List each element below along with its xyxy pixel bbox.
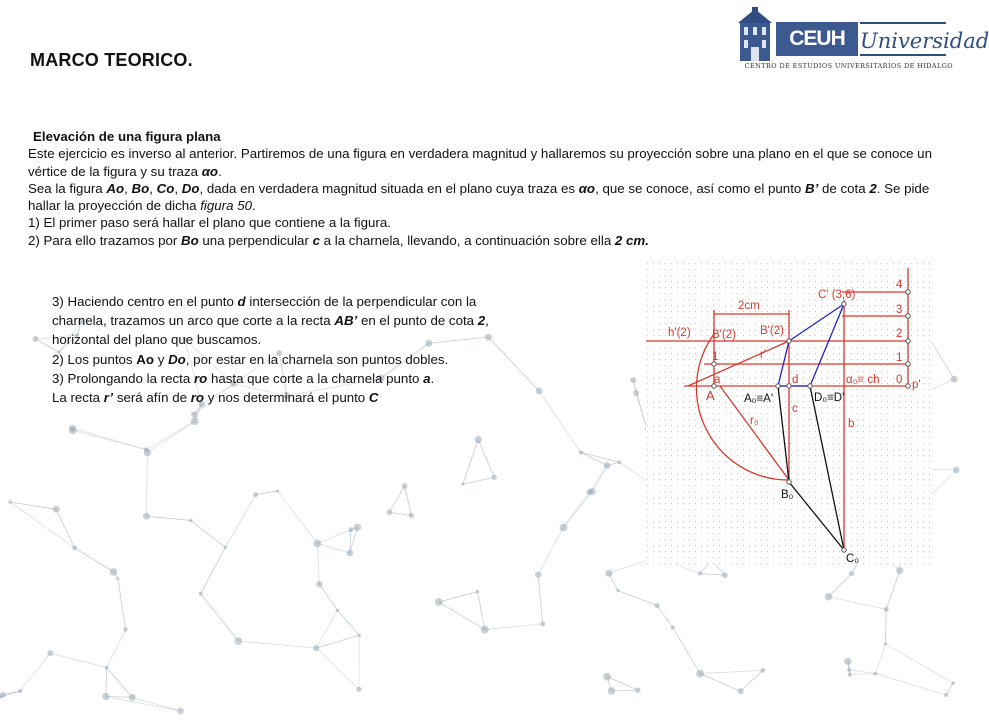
network-node <box>435 598 443 606</box>
network-node <box>559 524 567 532</box>
building-emblem-icon <box>738 7 772 61</box>
point-C-prime <box>842 302 846 306</box>
point-B0 <box>787 480 791 484</box>
network-node <box>604 462 611 469</box>
logo-subtitle: CENTRO DE ESTUDIOS UNIVERSITARIOS DE HIDALGO <box>744 62 953 70</box>
network-node <box>53 506 60 513</box>
label-d: d <box>792 374 799 386</box>
network-node <box>884 642 887 645</box>
network-edge <box>256 491 278 495</box>
network-node <box>654 603 659 608</box>
label-B0: B₀ <box>781 489 794 501</box>
network-edge <box>657 606 673 628</box>
network-node <box>129 694 136 701</box>
network-node <box>8 500 12 504</box>
network-node <box>696 670 704 678</box>
network-node <box>47 650 53 656</box>
label-C0: C₀ <box>846 553 860 565</box>
network-edge <box>876 644 886 674</box>
network-edge <box>581 452 607 465</box>
label-p-prime: p' <box>912 379 921 391</box>
network-node <box>722 572 728 578</box>
network-edge <box>673 627 700 673</box>
point-2 <box>906 339 910 343</box>
network-node <box>481 626 489 634</box>
network-node <box>847 668 851 672</box>
network-edge <box>463 439 478 484</box>
network-node <box>105 666 108 669</box>
network-edge <box>876 674 947 695</box>
network-node <box>608 687 615 694</box>
label-r0: r₀ <box>750 415 759 427</box>
network-node <box>409 513 414 518</box>
network-node <box>737 688 743 694</box>
network-edge <box>118 579 126 630</box>
network-node <box>951 681 955 685</box>
network-edge <box>319 584 337 610</box>
network-node <box>110 568 117 575</box>
network-node <box>316 581 322 587</box>
network-edge <box>201 547 226 593</box>
network-node <box>633 390 639 396</box>
network-node <box>102 693 109 700</box>
network-edge <box>389 486 404 512</box>
network-edge <box>886 644 954 683</box>
network-edge <box>946 683 953 695</box>
network-node <box>536 388 543 395</box>
network-edge <box>317 544 350 553</box>
label-3: 3 <box>896 304 903 316</box>
network-node <box>951 376 958 383</box>
network-node <box>123 627 128 632</box>
network-edge <box>538 528 563 575</box>
network-node <box>0 692 6 698</box>
steps-text <box>52 292 522 407</box>
network-edge <box>389 512 411 515</box>
network-node <box>72 546 77 551</box>
label-B2-right: B'(2) <box>760 325 784 337</box>
network-edge <box>405 486 412 516</box>
network-edge <box>10 502 56 509</box>
network-node <box>618 460 622 464</box>
network-edge <box>539 391 581 452</box>
network-node <box>69 425 76 432</box>
network-node <box>849 571 854 576</box>
network-edge <box>439 602 485 630</box>
logo-acronym: CEUH <box>776 22 858 56</box>
point-d <box>787 384 791 388</box>
network-edge <box>20 653 50 691</box>
network-edge <box>463 477 494 484</box>
network-edge <box>563 491 592 527</box>
network-edge <box>10 502 75 548</box>
step-3-arc: 3) Haciendo centro en el punto d intersección de la perpendicular con la charnela, trazamos un arco que corte a la recta AB’ en el punto de cota 2, horizontal del plano que buscamos. <box>52 294 489 348</box>
network-node <box>143 513 150 520</box>
network-node <box>224 546 228 550</box>
point-0 <box>906 384 910 388</box>
network-node <box>116 577 119 580</box>
intro-paragraph-2: Sea la figura Ao, Bo, Co, Do, dada en verdadera magnitud situada en el plano cuya traza es αo, que se conoce, así como el punto B’ de cota 2. Se pide hallar la proyección de dicha figura 50. <box>28 180 930 214</box>
network-node <box>953 467 960 474</box>
university-logo <box>738 5 989 77</box>
network-node <box>535 571 541 577</box>
network-edge <box>850 674 876 675</box>
network-edge <box>538 575 542 624</box>
point-C0 <box>842 548 846 552</box>
network-node <box>825 593 832 600</box>
point-A0 <box>776 384 780 388</box>
network-edge <box>278 491 318 543</box>
network-edge <box>828 573 851 596</box>
label-D0D: D₀≡D' <box>814 392 845 404</box>
network-edge <box>886 609 887 644</box>
network-node <box>603 673 611 681</box>
network-edge <box>828 597 886 610</box>
network-node <box>873 672 877 676</box>
network-node <box>944 693 948 697</box>
intro-text <box>28 128 953 249</box>
network-edge <box>107 629 126 667</box>
network-node <box>253 492 258 497</box>
step-affine-line: La recta r’ será afín de ro y nos determinará el punto C <box>52 390 379 406</box>
point-B2 <box>787 339 791 343</box>
point-3 <box>906 314 910 318</box>
network-node <box>402 483 408 489</box>
network-node <box>313 645 319 651</box>
network-edge <box>106 697 181 711</box>
network-node <box>589 488 596 495</box>
network-node <box>540 621 545 626</box>
network-edge <box>146 421 194 449</box>
label-c: c <box>792 403 798 415</box>
network-node <box>191 417 199 425</box>
intro-paragraph-1: Este ejercicio es inverso al anterior. Partiremos de una figura en verdadera magnitud y hallaremos su proyección sobre una plano en el que se conoce un vértice de la figura y su traza αo. <box>28 146 932 179</box>
network-node <box>191 411 197 417</box>
network-node <box>234 637 242 645</box>
network-edge <box>147 421 194 452</box>
page-title: MARCO TEORICO. <box>30 50 193 70</box>
point-4 <box>906 290 910 294</box>
network-edge <box>700 573 725 575</box>
network-node <box>698 571 702 575</box>
network-node <box>33 336 39 342</box>
network-node <box>354 523 362 531</box>
network-node <box>189 518 193 522</box>
network-node <box>884 607 889 612</box>
network-node <box>461 483 464 486</box>
network-node <box>630 377 636 383</box>
label-1-left: 1 <box>712 351 719 363</box>
network-node <box>276 489 279 492</box>
section-subheading: Elevación de una figura plana <box>33 129 221 144</box>
network-edge <box>238 641 316 648</box>
network-edge <box>849 670 875 674</box>
network-node <box>356 687 361 692</box>
network-edge <box>741 670 763 691</box>
network-edge <box>50 653 106 667</box>
network-edge <box>56 509 74 548</box>
label-2cm: 2cm <box>738 300 760 312</box>
point-1 <box>906 362 910 366</box>
network-edge <box>201 594 239 641</box>
network-node <box>761 668 766 673</box>
network-edge <box>485 624 543 630</box>
network-edge <box>478 439 494 477</box>
network-edge <box>337 610 359 635</box>
label-1-right: 1 <box>896 352 903 364</box>
logo-word: Universidad <box>860 22 946 56</box>
network-edge <box>618 591 657 606</box>
geometry-figure <box>646 262 932 564</box>
label-a: a <box>714 374 721 386</box>
network-edge <box>317 530 350 544</box>
network-node <box>616 589 619 592</box>
network-edge <box>700 674 740 692</box>
label-0: 0 <box>896 374 903 386</box>
network-node <box>635 687 640 692</box>
network-node <box>313 540 321 548</box>
network-node <box>336 609 339 612</box>
network-edge <box>191 520 226 547</box>
network-node <box>671 625 675 629</box>
network-edge <box>439 592 478 602</box>
label-4: 4 <box>896 279 903 291</box>
network-edge <box>478 592 485 630</box>
network-edge <box>700 670 763 673</box>
point-D0 <box>808 384 812 388</box>
network-node <box>476 590 480 594</box>
network-node <box>18 689 22 693</box>
label-alpha-ch: α₀≡ ch <box>846 374 880 386</box>
network-node <box>348 527 353 532</box>
label-B2-left: B'(2) <box>712 329 736 341</box>
step-3-extend-line: 3) Prolongando la recta ro hasta que corte a la charnela punto a. <box>52 370 435 386</box>
network-node <box>844 658 851 665</box>
label-h2: h'(2) <box>668 327 691 339</box>
label-2: 2 <box>896 328 903 340</box>
network-edge <box>317 544 319 585</box>
network-node <box>144 447 149 452</box>
network-node <box>177 708 183 714</box>
network-node <box>896 567 903 574</box>
network-node <box>358 634 361 637</box>
intro-paragraph-4: 2) Para ello trazamos por Bo una perpendicular c a la charnela, llevando, a continuación sobre ella 2 cm. <box>28 232 649 248</box>
intro-paragraph-3: 1) El primer paso será hallar el plano que contiene a la figura. <box>28 215 391 231</box>
network-edge <box>75 548 114 572</box>
network-node <box>492 475 497 480</box>
network-edge <box>72 428 146 449</box>
network-node <box>386 509 392 515</box>
network-node <box>605 570 612 577</box>
network-edge <box>581 452 620 462</box>
label-A: A <box>706 388 715 403</box>
network-edge <box>886 571 900 610</box>
network-edge <box>316 648 359 689</box>
network-edge <box>592 465 607 491</box>
network-edge <box>146 453 147 517</box>
network-edge <box>106 668 107 697</box>
network-edge <box>107 668 133 698</box>
network-edge <box>132 697 180 711</box>
network-node <box>347 550 354 557</box>
network-edge <box>611 690 637 691</box>
network-node <box>848 673 852 677</box>
label-r-prime: r' <box>760 349 767 361</box>
label-A0A: A₀≡A' <box>744 393 774 405</box>
label-b: b <box>848 418 855 430</box>
label-C-prime: C' (3,6) <box>818 289 856 301</box>
step-2-double-points: 2) Los puntos Ao y Do, por estar en la charnela son puntos dobles. <box>52 351 449 367</box>
network-node <box>199 592 203 596</box>
network-node <box>579 450 583 454</box>
network-node <box>475 436 482 443</box>
network-edge <box>146 516 190 520</box>
network-edge <box>225 495 255 548</box>
